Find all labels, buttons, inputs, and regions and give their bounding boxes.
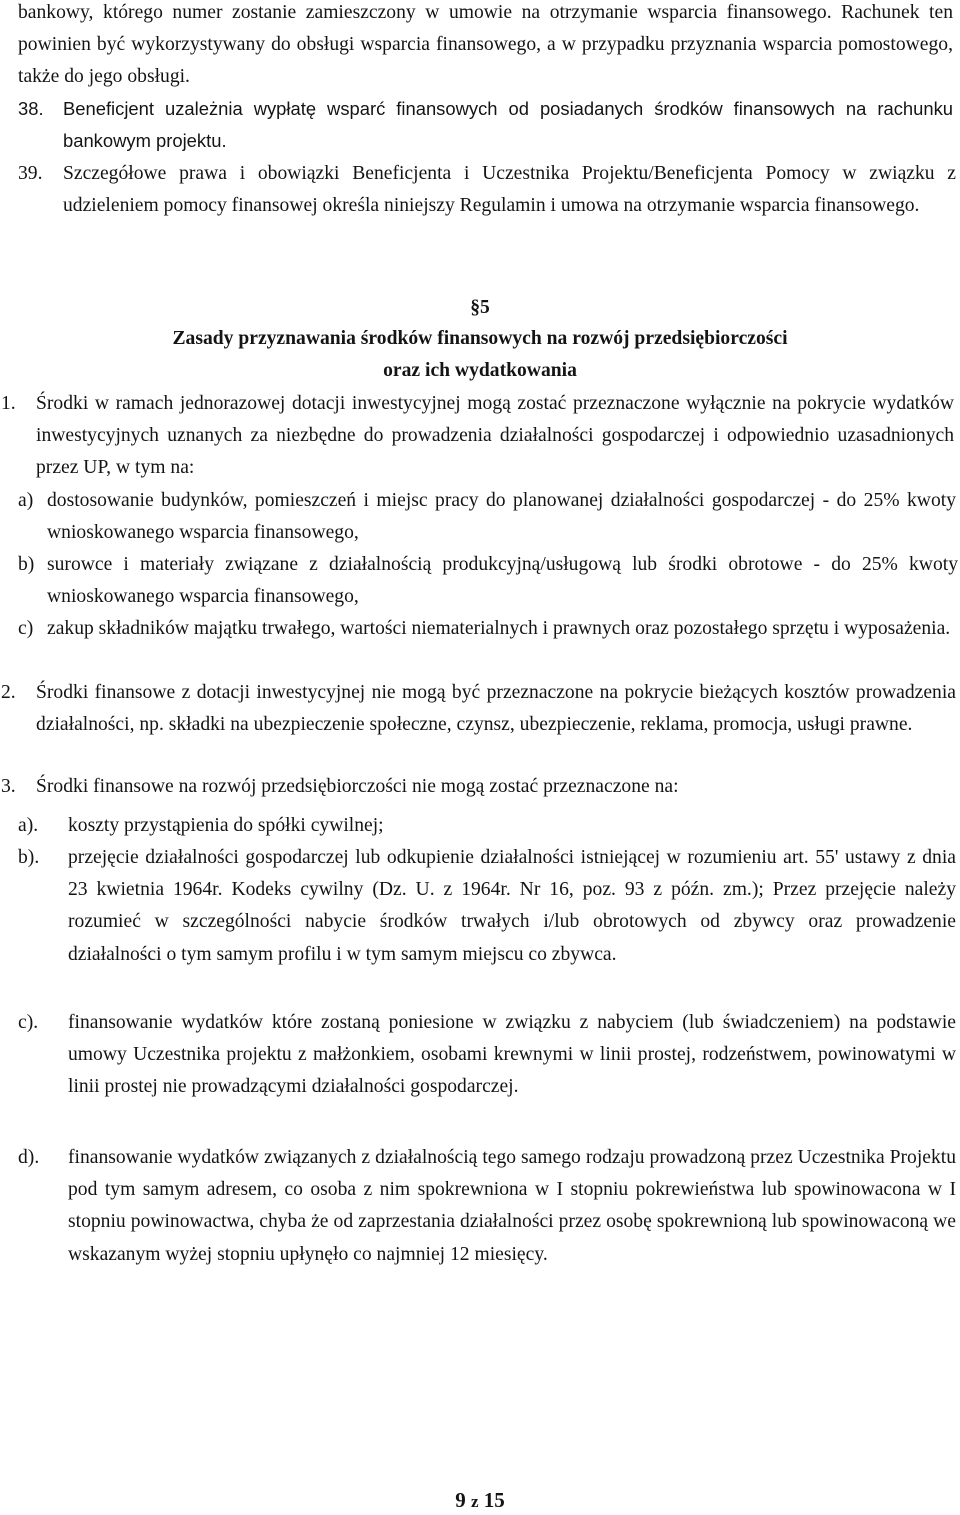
point-3-number: 3. bbox=[1, 776, 16, 797]
page-of: z bbox=[470, 1492, 479, 1511]
point-1-sub-b-label: b) bbox=[18, 554, 35, 575]
page-current: 9 bbox=[455, 1488, 466, 1512]
page-number bbox=[0, 1488, 960, 1513]
point-1-sub-c-text: zakup składników majątku trwałego, wartości niematerialnych i prawnych oraz pozostałego sprzętu i wyposażenia. bbox=[47, 618, 951, 639]
point-1-number: 1. bbox=[1, 393, 16, 414]
point-1-sub-a-text: dostosowanie budynków, pomieszczeń i miejsc pracy do planowanej działalności gospodarczej - do 25% kwoty wnioskowanego wsparcia finansowego, bbox=[47, 490, 956, 544]
point-3-sub-b-label: b). bbox=[18, 847, 40, 868]
point-3-sub-a-label: a). bbox=[18, 815, 39, 836]
page-total: 15 bbox=[483, 1488, 505, 1512]
point-3-sub-d-text: finansowanie wydatków związanych z działalnością tego samego rodzaju prowadzoną przez Uczestnika Projektu pod tym samym adresem, co osoba z nim spokrewniona w I stopniu pokrewieństwa lub spowinowacona w I stopniu powinowactwa, chyba że od zaprzestania działalności przez osobę spokrewnioną lub spowinowaconą we wskazanym wyżej stopniu upłynęło co najmniej 12 miesięcy. bbox=[68, 1147, 956, 1265]
point-1-sub-b-text: surowce i materiały związane z działalnością produkcyjną/usługową lub środki obrotowe - do 25% kwoty wnioskowanego wsparcia finansowego, bbox=[47, 554, 958, 608]
item-38-number: 38. bbox=[18, 98, 44, 119]
section-symbol: § bbox=[470, 297, 480, 318]
point-2-number: 2. bbox=[1, 682, 16, 703]
point-3-sub-b-text: przejęcie działalności gospodarczej lub odkupienie działalności istniejącej w rozumieniu art. 55' ustawy z dnia 23 kwietnia 1964r. Kodeks cywilny (Dz. U. z 1964r. Nr 16, poz. 93 z późn. zm.); Przez przejęcie należy rozumieć w szczególności nabycie środków trwałych i/lub obrotowych od zbywcy oraz prowadzenie działalności o tym samym profilu i w tym samym miejscu co zbywca. bbox=[68, 847, 956, 965]
point-3-sub-d-label: d). bbox=[18, 1147, 40, 1168]
point-2-text: Środki finansowe z dotacji inwestycyjnej nie mogą być przeznaczone na pokrycie bieżących kosztów prowadzenia działalności, np. składki na ubezpieczenie społeczne, czynsz, ubezpieczenie, reklama, promocja, usługi prawne. bbox=[36, 682, 956, 736]
point-1-sub-c-label: c) bbox=[18, 618, 34, 639]
section-title-line1: Zasady przyznawania środków finansowych na rozwój przedsiębiorczości bbox=[172, 328, 788, 349]
intro-paragraph: bankowy, którego numer zostanie zamieszczony w umowie na otrzymanie wsparcia finansowego. Rachunek ten powinien być wykorzystywany do obsługi wsparcia finansowego, a w przypadku przyznania wsparcia pomostowego, także do jego obsługi. bbox=[18, 2, 953, 88]
item-39-text: Szczegółowe prawa i obowiązki Beneficjenta i Uczestnika Projektu/Beneficjenta Pomocy w związku z udzieleniem pomocy finansowej określa niniejszy Regulamin i umowa na otrzymanie wsparcia finansowego. bbox=[63, 163, 956, 217]
section-number-value: 5 bbox=[480, 297, 490, 318]
point-3-sub-c-label: c). bbox=[18, 1012, 39, 1033]
point-3-sub-c-text: finansowanie wydatków które zostaną poniesione w związku z nabyciem (lub świadczeniem) na podstawie umowy Uczestnika projektu z małżonkiem, osobami krewnymi w linii prostej, rodzeństwem, powinowatymi w linii prostej nie prowadzącymi działalności gospodarczej. bbox=[68, 1012, 956, 1098]
point-1-sub-a-label: a) bbox=[18, 490, 34, 511]
item-38-text: Beneficjent uzależnia wypłatę wsparć finansowych od posiadanych środków finansowych na rachunku bankowym projektu. bbox=[63, 98, 953, 152]
point-3-sub-a-text: koszty przystąpienia do spółki cywilnej; bbox=[68, 815, 384, 836]
section-number bbox=[0, 293, 960, 323]
point-1-text: Środki w ramach jednorazowej dotacji inwestycyjnej mogą zostać przeznaczone wyłącznie na pokrycie wydatków inwestycyjnych uznanych za niezbędne do prowadzenia działalności gospodarczej i odpowiednio uzasadnionych przez UP, w tym na: bbox=[36, 393, 954, 479]
point-3-text: Środki finansowe na rozwój przedsiębiorczości nie mogą zostać przeznaczone na: bbox=[36, 776, 679, 797]
item-39-number: 39. bbox=[18, 163, 43, 184]
section-title-line2: oraz ich wydatkowania bbox=[383, 360, 577, 381]
